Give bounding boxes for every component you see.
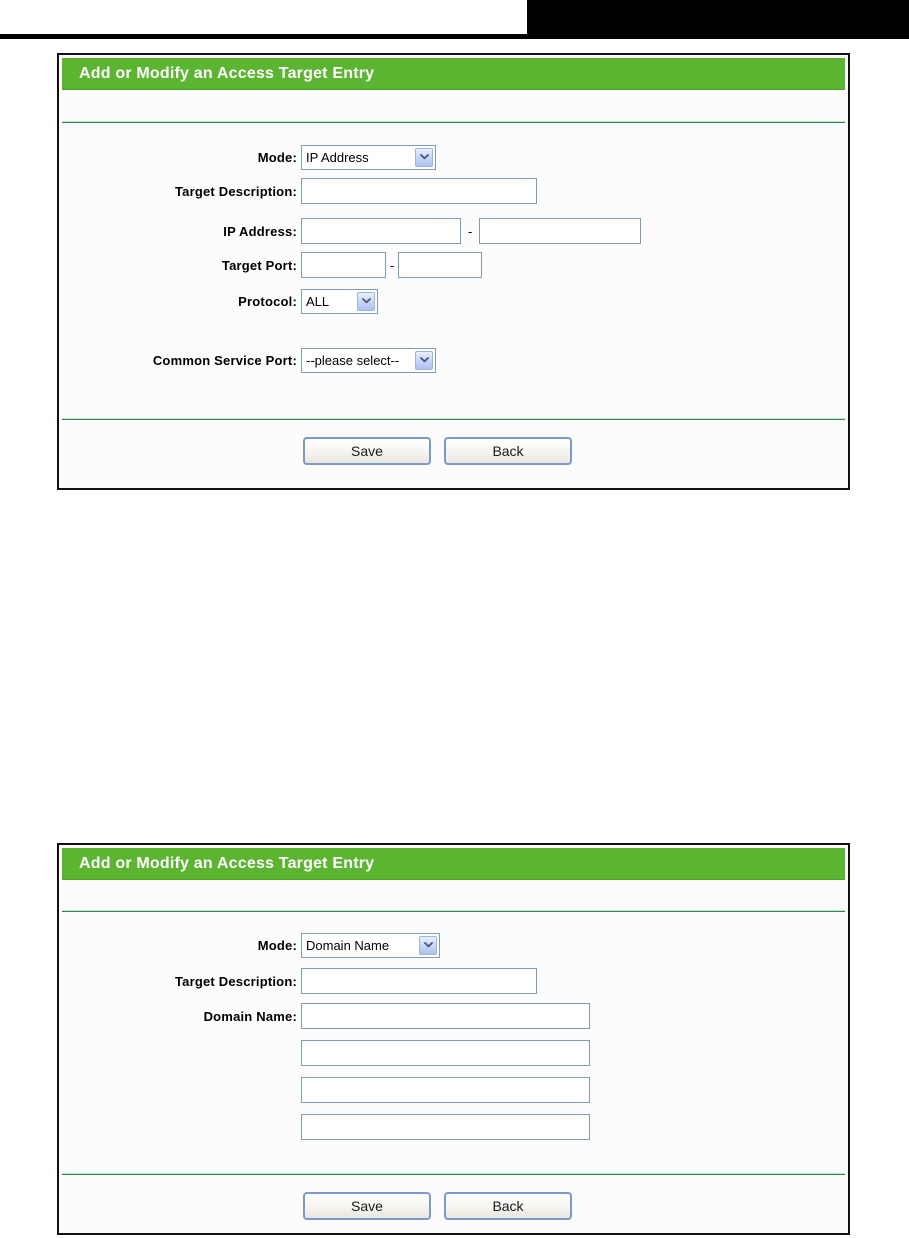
domain-name-input-4[interactable] bbox=[301, 1114, 590, 1140]
button-row bbox=[59, 437, 848, 465]
common-service-port-value: --please select-- bbox=[306, 352, 400, 368]
protocol-label: Protocol: bbox=[238, 293, 297, 309]
button-row bbox=[59, 1192, 848, 1220]
separator-line bbox=[62, 910, 845, 912]
mode-select-value: IP Address bbox=[306, 149, 369, 165]
common-service-port-label: Common Service Port: bbox=[152, 352, 297, 368]
target-description-row bbox=[59, 967, 848, 995]
domain-name-row bbox=[59, 1039, 848, 1067]
mode-row bbox=[59, 143, 848, 171]
domain-name-label: Domain Name: bbox=[203, 1008, 297, 1024]
mode-label: Mode: bbox=[257, 937, 297, 953]
target-port-from-input[interactable] bbox=[301, 252, 386, 278]
separator-line bbox=[62, 1173, 845, 1175]
common-service-port-row bbox=[59, 346, 848, 374]
panel-title: Add or Modify an Access Target Entry bbox=[62, 58, 845, 90]
domain-name-input-2[interactable] bbox=[301, 1040, 590, 1066]
mode-select[interactable] bbox=[301, 145, 436, 170]
chevron-down-icon bbox=[415, 148, 433, 167]
target-port-label: Target Port: bbox=[221, 257, 297, 273]
common-service-port-select[interactable] bbox=[301, 348, 436, 373]
back-button[interactable]: Back bbox=[444, 437, 572, 465]
target-port-row bbox=[59, 251, 848, 279]
target-description-input[interactable] bbox=[301, 968, 537, 994]
target-description-row bbox=[59, 177, 848, 205]
protocol-row bbox=[59, 287, 848, 315]
save-button[interactable]: Save bbox=[303, 437, 431, 465]
chevron-down-icon bbox=[357, 292, 375, 311]
target-port-to-input[interactable] bbox=[398, 252, 482, 278]
mode-row bbox=[59, 931, 848, 959]
access-target-panel-domain bbox=[57, 843, 850, 1235]
mode-label: Mode: bbox=[257, 149, 297, 165]
panel-title: Add or Modify an Access Target Entry bbox=[62, 848, 845, 880]
range-dash: - bbox=[468, 223, 473, 239]
ip-address-from-input[interactable] bbox=[301, 218, 461, 244]
protocol-select-value: ALL bbox=[306, 293, 330, 309]
mode-select-value: Domain Name bbox=[306, 937, 390, 953]
ip-address-to-input[interactable] bbox=[479, 218, 641, 244]
domain-name-input-1[interactable] bbox=[301, 1003, 590, 1029]
chevron-down-icon bbox=[415, 351, 433, 370]
separator-line bbox=[62, 121, 845, 123]
domain-name-row bbox=[59, 1113, 848, 1141]
domain-name-input-3[interactable] bbox=[301, 1077, 590, 1103]
separator-line bbox=[62, 418, 845, 420]
target-description-input[interactable] bbox=[301, 178, 537, 204]
target-description-label: Target Description: bbox=[174, 183, 297, 199]
domain-name-row bbox=[59, 1002, 848, 1030]
chevron-down-icon bbox=[419, 936, 437, 955]
ip-address-label: IP Address: bbox=[223, 223, 297, 239]
header-rule bbox=[0, 34, 909, 39]
access-target-panel-ip bbox=[57, 53, 850, 490]
ip-address-row bbox=[59, 217, 848, 245]
protocol-select[interactable] bbox=[301, 289, 378, 314]
target-description-label: Target Description: bbox=[174, 973, 297, 989]
range-dash: - bbox=[390, 257, 395, 273]
domain-name-row bbox=[59, 1076, 848, 1104]
save-button[interactable]: Save bbox=[303, 1192, 431, 1220]
mode-select[interactable] bbox=[301, 933, 440, 958]
back-button[interactable]: Back bbox=[444, 1192, 572, 1220]
